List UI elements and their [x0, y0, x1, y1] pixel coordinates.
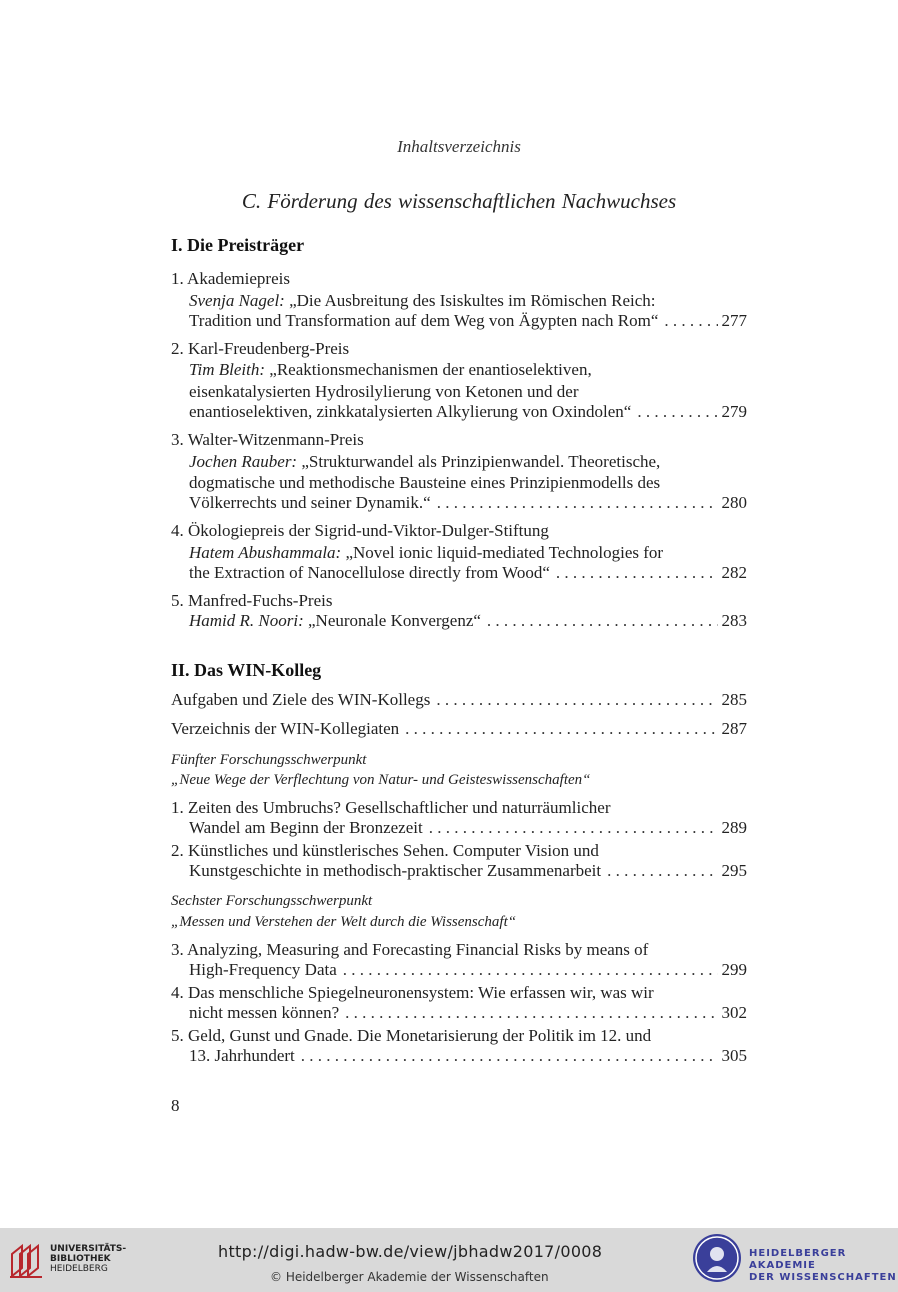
entry-line: 4. Das menschliche Spiegelneuronensystem: Wie erfassen wir, was wir: [171, 983, 654, 1002]
hadw-seal-graphic: [693, 1234, 741, 1282]
dot-leader: [637, 402, 717, 422]
entry-text: Völkerrechts und seiner Dynamik.“: [189, 493, 431, 512]
entry-line: 1. Zeiten des Umbruchs? Gesellschaftlicher und naturräumlicher: [171, 798, 611, 817]
dot-leader: [343, 960, 718, 980]
page-ref: 282: [721, 563, 747, 582]
page-ref: 279: [721, 402, 747, 421]
footer-copyright: © Heidelberger Akademie der Wissenschaften: [270, 1270, 549, 1284]
entry-text: Wandel am Beginn der Bronzezeit: [189, 818, 423, 837]
hadw-seal-icon[interactable]: [693, 1234, 741, 1282]
entry-line: 2. Künstliches und künstlerisches Sehen. Computer Vision und: [171, 841, 599, 860]
entry-line: [189, 359, 592, 380]
entry-text: Kunstgeschichte in methodisch-praktischer Zusammenarbeit: [189, 861, 602, 880]
entry-text: Tradition und Transformation auf dem Weg von Ägypten nach Rom“: [189, 311, 659, 330]
entry-author: Svenja Nagel:: [189, 291, 285, 310]
dot-leader: [556, 563, 718, 583]
entry-text: Aufgaben und Ziele des WIN-Kollegs: [171, 690, 431, 709]
entry-title: 1. Akademiepreis: [171, 269, 290, 288]
entry-line: [189, 542, 663, 563]
part2-heading: II. Das WIN-Kolleg: [171, 660, 322, 680]
page-ref: 295: [721, 861, 747, 880]
entry-author: Hamid R. Noori:: [189, 611, 304, 630]
entry-text: „Reaktionsmechanismen der enantioselektiven,: [265, 360, 592, 379]
page-ref: 305: [721, 1046, 747, 1065]
entry-title: 4. Ökologiepreis der Sigrid-und-Viktor-Dulger-Stiftung: [171, 521, 549, 540]
toc-row[interactable]: [171, 719, 747, 741]
page-ref: 299: [721, 960, 747, 979]
entry-title: 5. Manfred-Fuchs-Preis: [171, 591, 333, 610]
focus-label: Fünfter Forschungsschwerpunkt: [171, 752, 367, 768]
page-ref: 289: [721, 818, 747, 837]
toc-row[interactable]: [189, 493, 747, 515]
entry-text: 13. Jahrhundert: [189, 1046, 295, 1065]
page-ref: 283: [721, 611, 747, 630]
entry-author: Hatem Abushammala:: [189, 543, 342, 562]
focus-title: „Neue Wege der Verflechtung von Natur- und Geisteswissenschaften“: [171, 772, 591, 788]
entry-text: „Strukturwandel als Prinzipienwandel. Theoretische,: [297, 452, 661, 471]
page-ref: 302: [721, 1003, 747, 1022]
dot-leader: [664, 311, 717, 331]
toc-row[interactable]: [171, 690, 747, 712]
toc-row[interactable]: [189, 611, 747, 633]
ub-logo-icon[interactable]: [8, 1240, 48, 1280]
page-number: 8: [171, 1096, 180, 1115]
dot-leader: [405, 719, 717, 739]
dot-leader: [429, 818, 718, 838]
entry-text: the Extraction of Nanocellulose directly from Wood“: [189, 563, 550, 582]
hadw-name: [749, 1248, 898, 1284]
toc-row[interactable]: [189, 563, 747, 585]
toc-row[interactable]: [189, 402, 747, 424]
entry-line: dogmatische und methodische Bausteine eines Prinzipienmodells des: [189, 473, 661, 492]
section-title: C. Förderung des wissenschaftlichen Nachwuchses: [241, 189, 677, 213]
toc-row[interactable]: [189, 818, 747, 840]
entry-text: „Neuronale Konvergenz“: [303, 611, 481, 630]
dot-leader: [607, 861, 717, 881]
footer-bar: [0, 1228, 898, 1292]
entry-text: „Die Ausbreitung des Isiskultes im Römischen Reich:: [284, 291, 656, 310]
toc-row[interactable]: [189, 1046, 747, 1068]
entry-author: Jochen Rauber:: [189, 452, 298, 471]
toc-row[interactable]: [189, 1003, 747, 1025]
entry-line: [189, 290, 656, 311]
entry-text: enantioselektiven, zinkkatalysierten Alkylierung von Oxindolen“: [189, 402, 632, 421]
entry-line: 5. Geld, Gunst und Gnade. Die Monetarisierung der Politik im 12. und: [171, 1026, 652, 1045]
ub-name: [50, 1244, 126, 1274]
ub-name-line: UNIVERSITÄTS-: [50, 1244, 127, 1254]
dot-leader: [301, 1046, 718, 1066]
page-ref: 280: [721, 493, 747, 512]
entry-line: [189, 451, 660, 472]
entry-text: nicht messen können?: [189, 1003, 340, 1022]
entry-title: 2. Karl-Freudenberg-Preis: [171, 339, 350, 358]
footer-url-link[interactable]: http://digi.hadw-bw.de/view/jbhadw2017/0008: [218, 1242, 603, 1261]
toc-row[interactable]: [189, 861, 747, 883]
focus-title: „Messen und Verstehen der Welt durch die Wissenschaft“: [171, 914, 517, 930]
dot-leader: [437, 493, 718, 513]
focus-label: Sechster Forschungsschwerpunkt: [171, 893, 373, 909]
part1-heading: I. Die Preisträger: [171, 235, 305, 255]
running-head: Inhaltsverzeichnis: [397, 137, 521, 156]
ub-name-line: HEIDELBERG: [50, 1264, 108, 1274]
ub-name-line: BIBLIOTHEK: [50, 1254, 111, 1264]
entry-line: eisenkatalysierten Hydrosilylierung von Ketonen und der: [189, 382, 579, 401]
entry-text: High-Frequency Data: [189, 960, 337, 979]
hadw-name-line: DER WISSENSCHAFTEN: [749, 1272, 897, 1283]
entry-title: 3. Walter-Witzenmann-Preis: [171, 430, 364, 449]
page-ref: 285: [721, 690, 747, 709]
page-ref: 287: [721, 719, 747, 738]
entry-text: Verzeichnis der WIN-Kollegiaten: [171, 719, 400, 738]
entry-author: Tim Bleith:: [189, 360, 266, 379]
hadw-name-line: HEIDELBERGER AKADEMIE: [749, 1248, 847, 1271]
entry-text: „Novel ionic liquid-mediated Technologies for: [341, 543, 664, 562]
entry-line: 3. Analyzing, Measuring and Forecasting Financial Risks by means of: [171, 940, 649, 959]
toc-row[interactable]: [189, 960, 747, 982]
page-ref: 277: [721, 311, 747, 330]
toc-row[interactable]: [189, 311, 747, 333]
dot-leader: [436, 690, 717, 710]
dot-leader: [487, 611, 718, 631]
dot-leader: [345, 1003, 717, 1023]
